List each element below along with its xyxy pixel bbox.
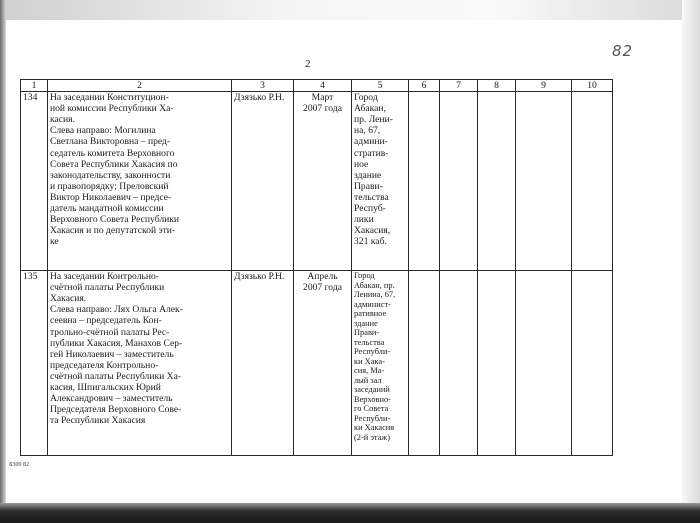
photo-description: На заседании Контрольно- счётной палаты Республики Хакасия. Слева направо: Лях Ольга Алек- сеевна – председатель Кон- трольно-счётной палаты Рес- публики Хакасия, Манахов Сер- гей Николаевич – заместитель председателя Контрольно- счётной палаты Республики Ха- касия, Шпигальских Юрий Александрович – заместитель Председателя Верховного Сове- та Республики Хакасия: [48, 271, 232, 456]
photo-register-table: [20, 79, 613, 456]
page-number: 2: [305, 58, 311, 70]
record-number: 135: [21, 271, 48, 456]
empty-cell: [516, 271, 572, 456]
scan-top-edge: [0, 0, 700, 20]
photo-date: Апрель 2007 года: [294, 271, 352, 456]
stamp-code: Б309 82: [9, 462, 29, 468]
column-header: 3: [232, 80, 294, 92]
scan-bottom-edge: [0, 503, 700, 523]
empty-cell: [440, 92, 478, 271]
column-number-row: [21, 80, 613, 92]
column-header: 9: [516, 80, 572, 92]
table-row: [21, 271, 613, 456]
scan-left-edge: [0, 0, 6, 523]
column-header: 7: [440, 80, 478, 92]
photo-place: Город Абакан, пр. Ленина, 67, админист- ративное здание Прави- тельства Республи- ки Хака- сия, Ма- лый зал заседаний Верховно- го Совета Республи- ки Хакасия (2-й этаж): [352, 271, 409, 456]
column-header: 4: [294, 80, 352, 92]
photo-author: Дзязько Р.Н.: [232, 92, 294, 271]
empty-cell: [409, 92, 440, 271]
scan-right-edge: [682, 0, 700, 523]
empty-cell: [478, 271, 516, 456]
photo-date: Март 2007 года: [294, 92, 352, 271]
empty-cell: [478, 92, 516, 271]
empty-cell: [572, 271, 613, 456]
photo-description: На заседании Конституцион- ной комиссии Республики Ха- касия. Слева направо: Могилина Светлана Викторовна – пред- седатель комитета Верховного Совета Республики Хакасия по законодательству, законности и правопорядку; Преловский Виктор Николаевич – предсе- датель мандатной комиссии Верховного Совета Республики Хакасия и по депутатской эти- ке: [48, 92, 232, 271]
column-header: 5: [352, 80, 409, 92]
empty-cell: [572, 92, 613, 271]
empty-cell: [409, 271, 440, 456]
table-row: [21, 92, 613, 271]
column-header: 6: [409, 80, 440, 92]
photo-author: Дзязько Р.Н.: [232, 271, 294, 456]
empty-cell: [516, 92, 572, 271]
column-header: 1: [21, 80, 48, 92]
column-header: 10: [572, 80, 613, 92]
column-header: 2: [48, 80, 232, 92]
column-header: 8: [478, 80, 516, 92]
record-number: 134: [21, 92, 48, 271]
photo-place: Город Абакан, пр. Лени- на, 67, админи- стратив- ное здание Прави- тельства Респуб- лики Хакасия, 321 каб.: [352, 92, 409, 271]
archive-sheet-number: 82: [612, 42, 634, 60]
empty-cell: [440, 271, 478, 456]
